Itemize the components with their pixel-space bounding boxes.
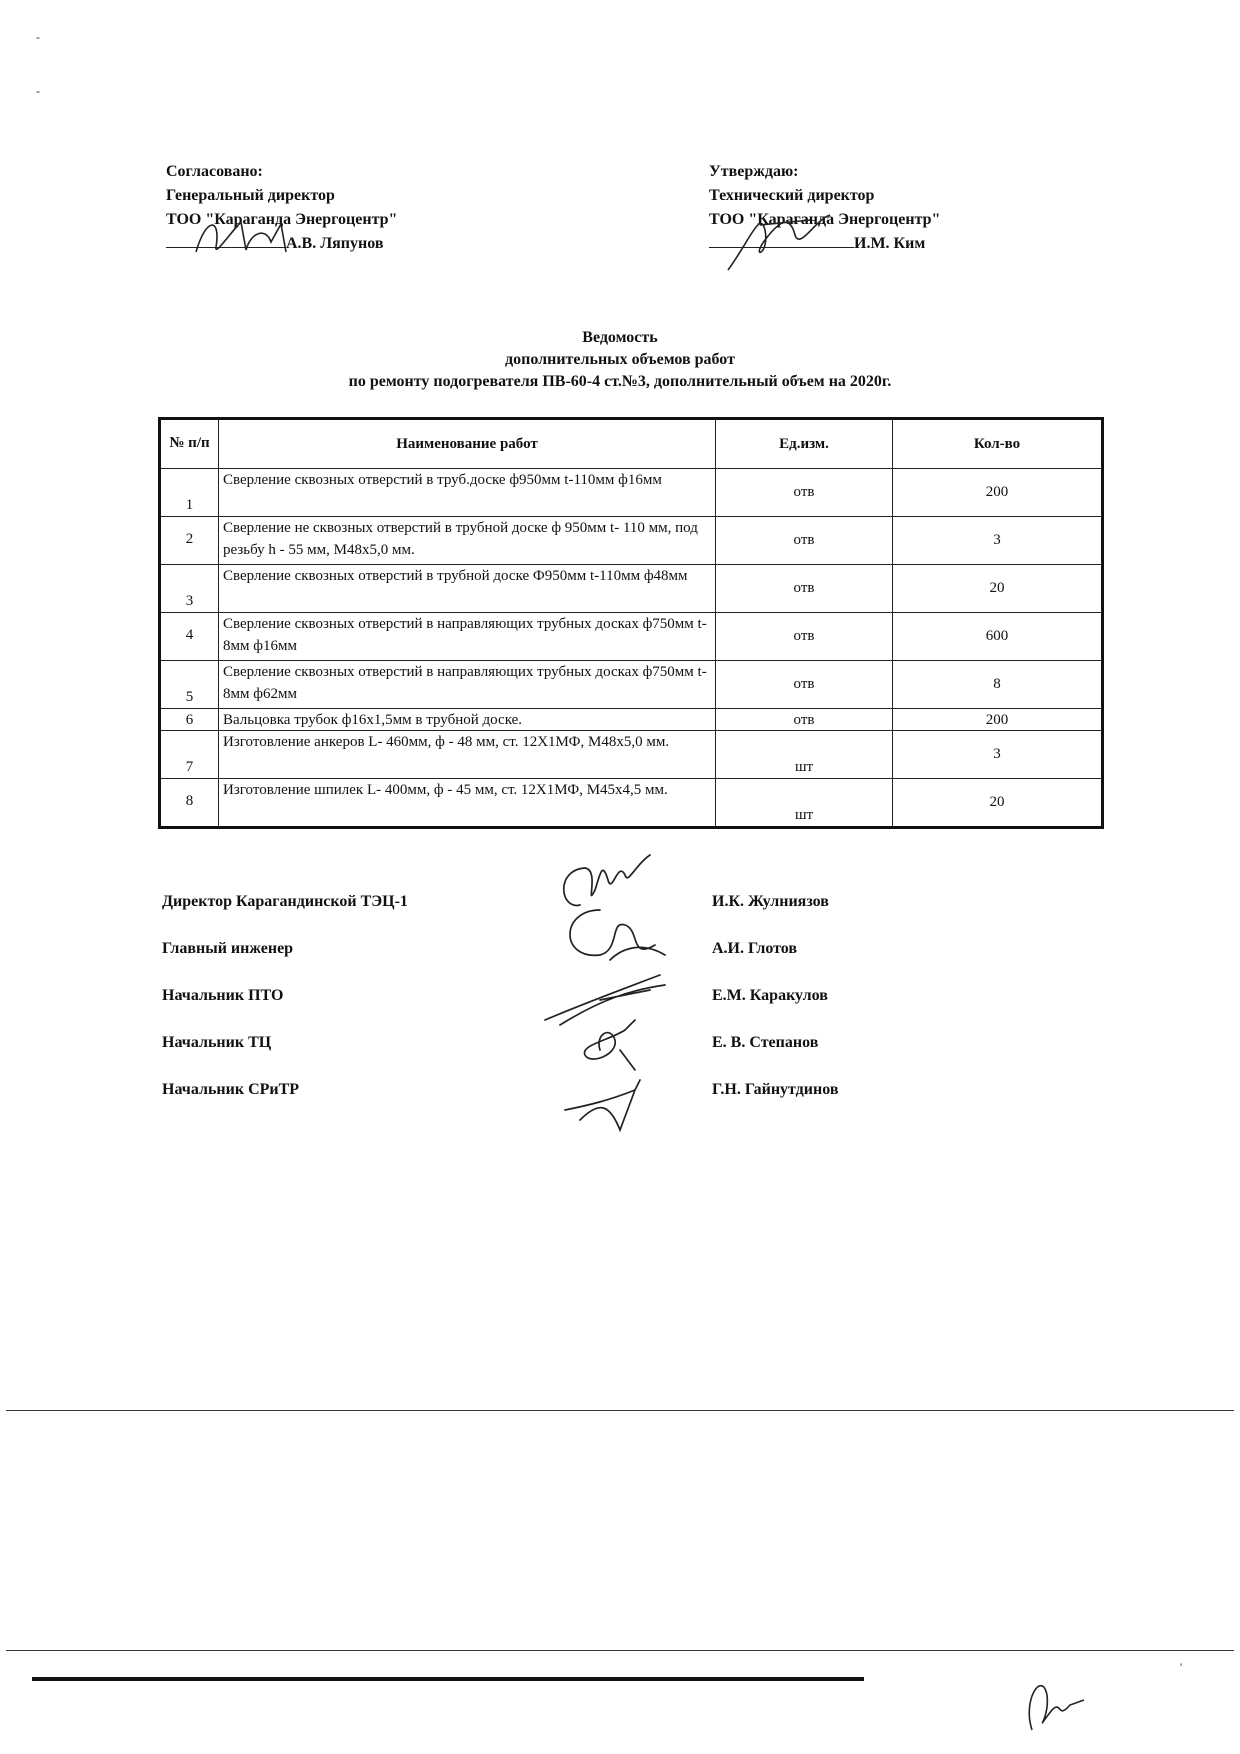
table-row <box>160 565 1103 613</box>
row-num: 1 <box>160 469 219 517</box>
title-line-2: дополнительных объемов работ <box>505 351 735 368</box>
table-row <box>160 469 1103 517</box>
sign-name-sritr: Г.Н. Гайнутдинов <box>712 1081 839 1098</box>
table-row <box>160 779 1103 828</box>
scan-mark: - <box>36 84 40 98</box>
row-unit: шт <box>716 731 893 779</box>
row-name: Сверление не сквозных отверстий в трубной доске ф 950мм t- 110 мм, под резьбу h - 55 мм, М48х5,0 мм. <box>219 517 716 565</box>
approval-left-org: ТОО "Караганда Энергоцентр" <box>166 211 398 228</box>
document-title <box>0 327 1240 393</box>
title-line-3: по ремонту подогревателя ПВ-60-4 ст.№3, дополнительный объем на 2020г. <box>348 373 892 390</box>
sign-name-tc: Е. В. Степанов <box>712 1034 819 1051</box>
table-row <box>160 661 1103 709</box>
handwritten-signatures <box>540 850 700 1150</box>
row-qty: 20 <box>893 779 1103 828</box>
row-num: 4 <box>160 613 219 661</box>
signature-kim <box>720 200 850 280</box>
row-qty: 20 <box>893 565 1103 613</box>
row-qty: 200 <box>893 709 1103 731</box>
approval-left-label: Согласовано: <box>166 163 263 180</box>
row-qty: 200 <box>893 469 1103 517</box>
table-row <box>160 709 1103 731</box>
sign-role-sritr: Начальник СРиТР <box>162 1081 300 1098</box>
table-header-row <box>160 419 1103 469</box>
scan-mark: - <box>36 30 40 44</box>
row-unit: отв <box>716 469 893 517</box>
table-row <box>160 517 1103 565</box>
title-line-1: Ведомость <box>582 329 658 346</box>
row-unit: отв <box>716 613 893 661</box>
row-unit: отв <box>716 709 893 731</box>
row-unit: отв <box>716 661 893 709</box>
row-qty: 8 <box>893 661 1103 709</box>
header-num: № п/п <box>160 419 219 469</box>
row-num: 7 <box>160 731 219 779</box>
footer-initials-signature <box>1012 1660 1092 1740</box>
approval-right-position: Технический директор <box>709 187 875 204</box>
works-table <box>158 417 1104 829</box>
row-qty: 3 <box>893 731 1103 779</box>
sign-role-chief-engineer: Главный инженер <box>162 940 294 957</box>
row-num: 3 <box>160 565 219 613</box>
row-num: 2 <box>160 517 219 565</box>
row-qty: 600 <box>893 613 1103 661</box>
approval-left-position: Генеральный директор <box>166 187 335 204</box>
sign-role-director: Директор Карагандинской ТЭЦ-1 <box>162 893 408 910</box>
row-num: 5 <box>160 661 219 709</box>
header-qty: Кол-во <box>893 419 1103 469</box>
approval-left-signatory: А.В. Ляпунов <box>286 235 384 252</box>
row-name: Сверление сквозных отверстий в направляющих трубных досках ф750мм t-8мм ф62мм <box>219 661 716 709</box>
row-unit: шт <box>716 779 893 828</box>
row-num: 6 <box>160 709 219 731</box>
divider-line <box>6 1410 1234 1411</box>
sign-name-pto: Е.М. Каракулов <box>712 987 828 1004</box>
scan-mark: ' <box>1180 1660 1183 1674</box>
row-unit: отв <box>716 565 893 613</box>
row-name: Сверление сквозных отверстий в направляющих трубных досках ф750мм t-8мм ф16мм <box>219 613 716 661</box>
sign-role-pto: Начальник ПТО <box>162 987 284 1004</box>
approval-right-label: Утверждаю: <box>709 163 799 180</box>
row-num: 8 <box>160 779 219 828</box>
row-qty: 3 <box>893 517 1103 565</box>
sign-name-director: И.К. Жулниязов <box>712 893 829 910</box>
table-row <box>160 613 1103 661</box>
signature-lyapunov <box>186 212 296 262</box>
approval-right-signatory: И.М. Ким <box>854 235 926 252</box>
row-name: Изготовление шпилек L- 400мм, ф - 45 мм, ст. 12Х1МФ, М45х4,5 мм. <box>219 779 716 828</box>
row-unit: отв <box>716 517 893 565</box>
header-name: Наименование работ <box>219 419 716 469</box>
sign-role-tc: Начальник ТЦ <box>162 1034 272 1051</box>
approval-right-org: ТОО "Караганда Энергоцентр" <box>709 211 941 228</box>
row-name: Сверление сквозных отверстий в труб.доске ф950мм t-110мм ф16мм <box>219 469 716 517</box>
row-name: Вальцовка трубок ф16х1,5мм в трубной доске. <box>219 709 716 731</box>
table-row <box>160 731 1103 779</box>
footer-thick-rule <box>32 1677 864 1681</box>
header-unit: Ед.изм. <box>716 419 893 469</box>
sign-name-chief-engineer: А.И. Глотов <box>712 940 798 957</box>
divider-line <box>6 1650 1234 1651</box>
row-name: Сверление сквозных отверстий в трубной доске Ф950мм t-110мм ф48мм <box>219 565 716 613</box>
row-name: Изготовление анкеров L- 460мм, ф - 48 мм, ст. 12Х1МФ, М48х5,0 мм. <box>219 731 716 779</box>
